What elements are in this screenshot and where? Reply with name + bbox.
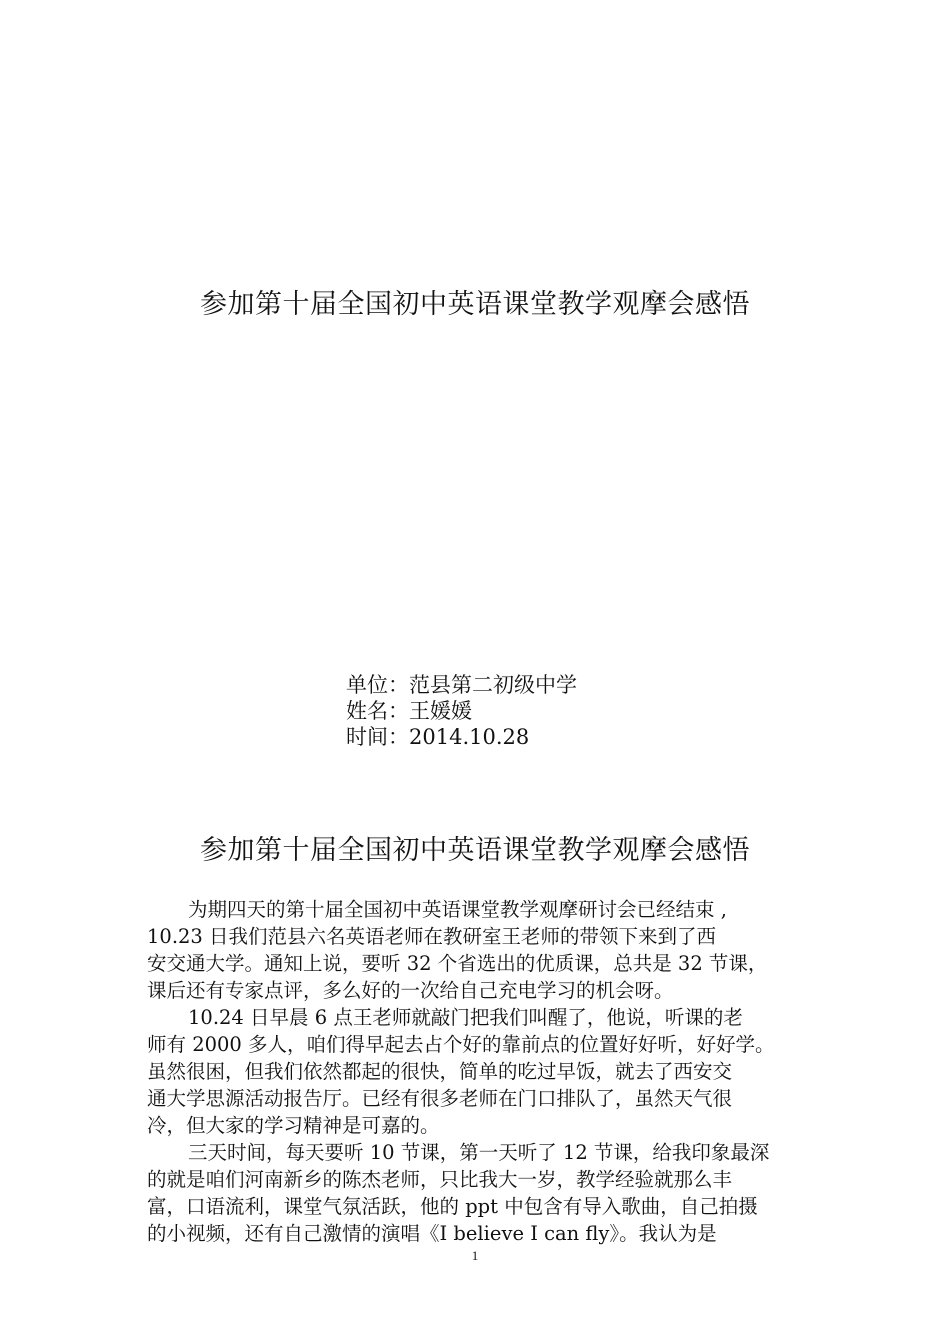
author-info <box>346 672 577 750</box>
paragraph-line: 安交通大学。通知上说，要听 32 个省选出的优质课，总共是 32 节课， <box>147 952 768 975</box>
page-number: 1 <box>471 1248 479 1263</box>
info-unit: 单位：范县第二初级中学 <box>346 673 577 697</box>
paragraph-line: 师有 2000 多人，咱们得早起去占个好的靠前点的位置好好听，好好学。 <box>147 1033 775 1056</box>
article-body <box>147 896 817 1247</box>
paragraph-line: 课后还有专家点评，多么好的一次给自己充电学习的机会呀。 <box>147 979 674 1002</box>
info-date: 时间：2014.10.28 <box>346 725 530 749</box>
paragraph-line: 为期四天的第十届全国初中英语课堂教学观摩研讨会已经结束 , <box>188 898 727 921</box>
paragraph-line: 10.23 日我们范县六名英语老师在教研室王老师的带领下来到了西 <box>147 925 717 948</box>
paragraph-line: 的就是咱们河南新乡的陈杰老师，只比我大一岁，教学经验就那么丰 <box>147 1168 733 1191</box>
paragraph-line: 冷，但大家的学习精神是可嘉的。 <box>147 1114 440 1137</box>
article-title: 参加第十届全国初中英语课堂教学观摩会感悟 <box>200 835 750 866</box>
paragraph-line: 虽然很困，但我们依然都起的很快，简单的吃过早饭，就去了西安交 <box>147 1060 733 1083</box>
paragraph-line: 富，口语流利，课堂气氛活跃，他的 ppt 中包含有导入歌曲，自己拍摄 <box>147 1195 758 1218</box>
cover-title: 参加第十届全国初中英语课堂教学观摩会感悟 <box>200 289 750 320</box>
info-name: 姓名：王媛媛 <box>346 699 472 723</box>
paragraph-line: 的小视频，还有自己激情的演唱《I believe I can fly》。我认为是 <box>147 1222 717 1245</box>
paragraph-line: 三天时间，每天要听 10 节课，第一天听了 12 节课，给我印象最深 <box>188 1141 770 1164</box>
paragraph-line: 10.24 日早晨 6 点王老师就敲门把我们叫醒了，他说，听课的老 <box>188 1006 743 1029</box>
paragraph-line: 通大学思源活动报告厅。已经有很多老师在门口排队了，虽然天气很 <box>147 1087 733 1110</box>
